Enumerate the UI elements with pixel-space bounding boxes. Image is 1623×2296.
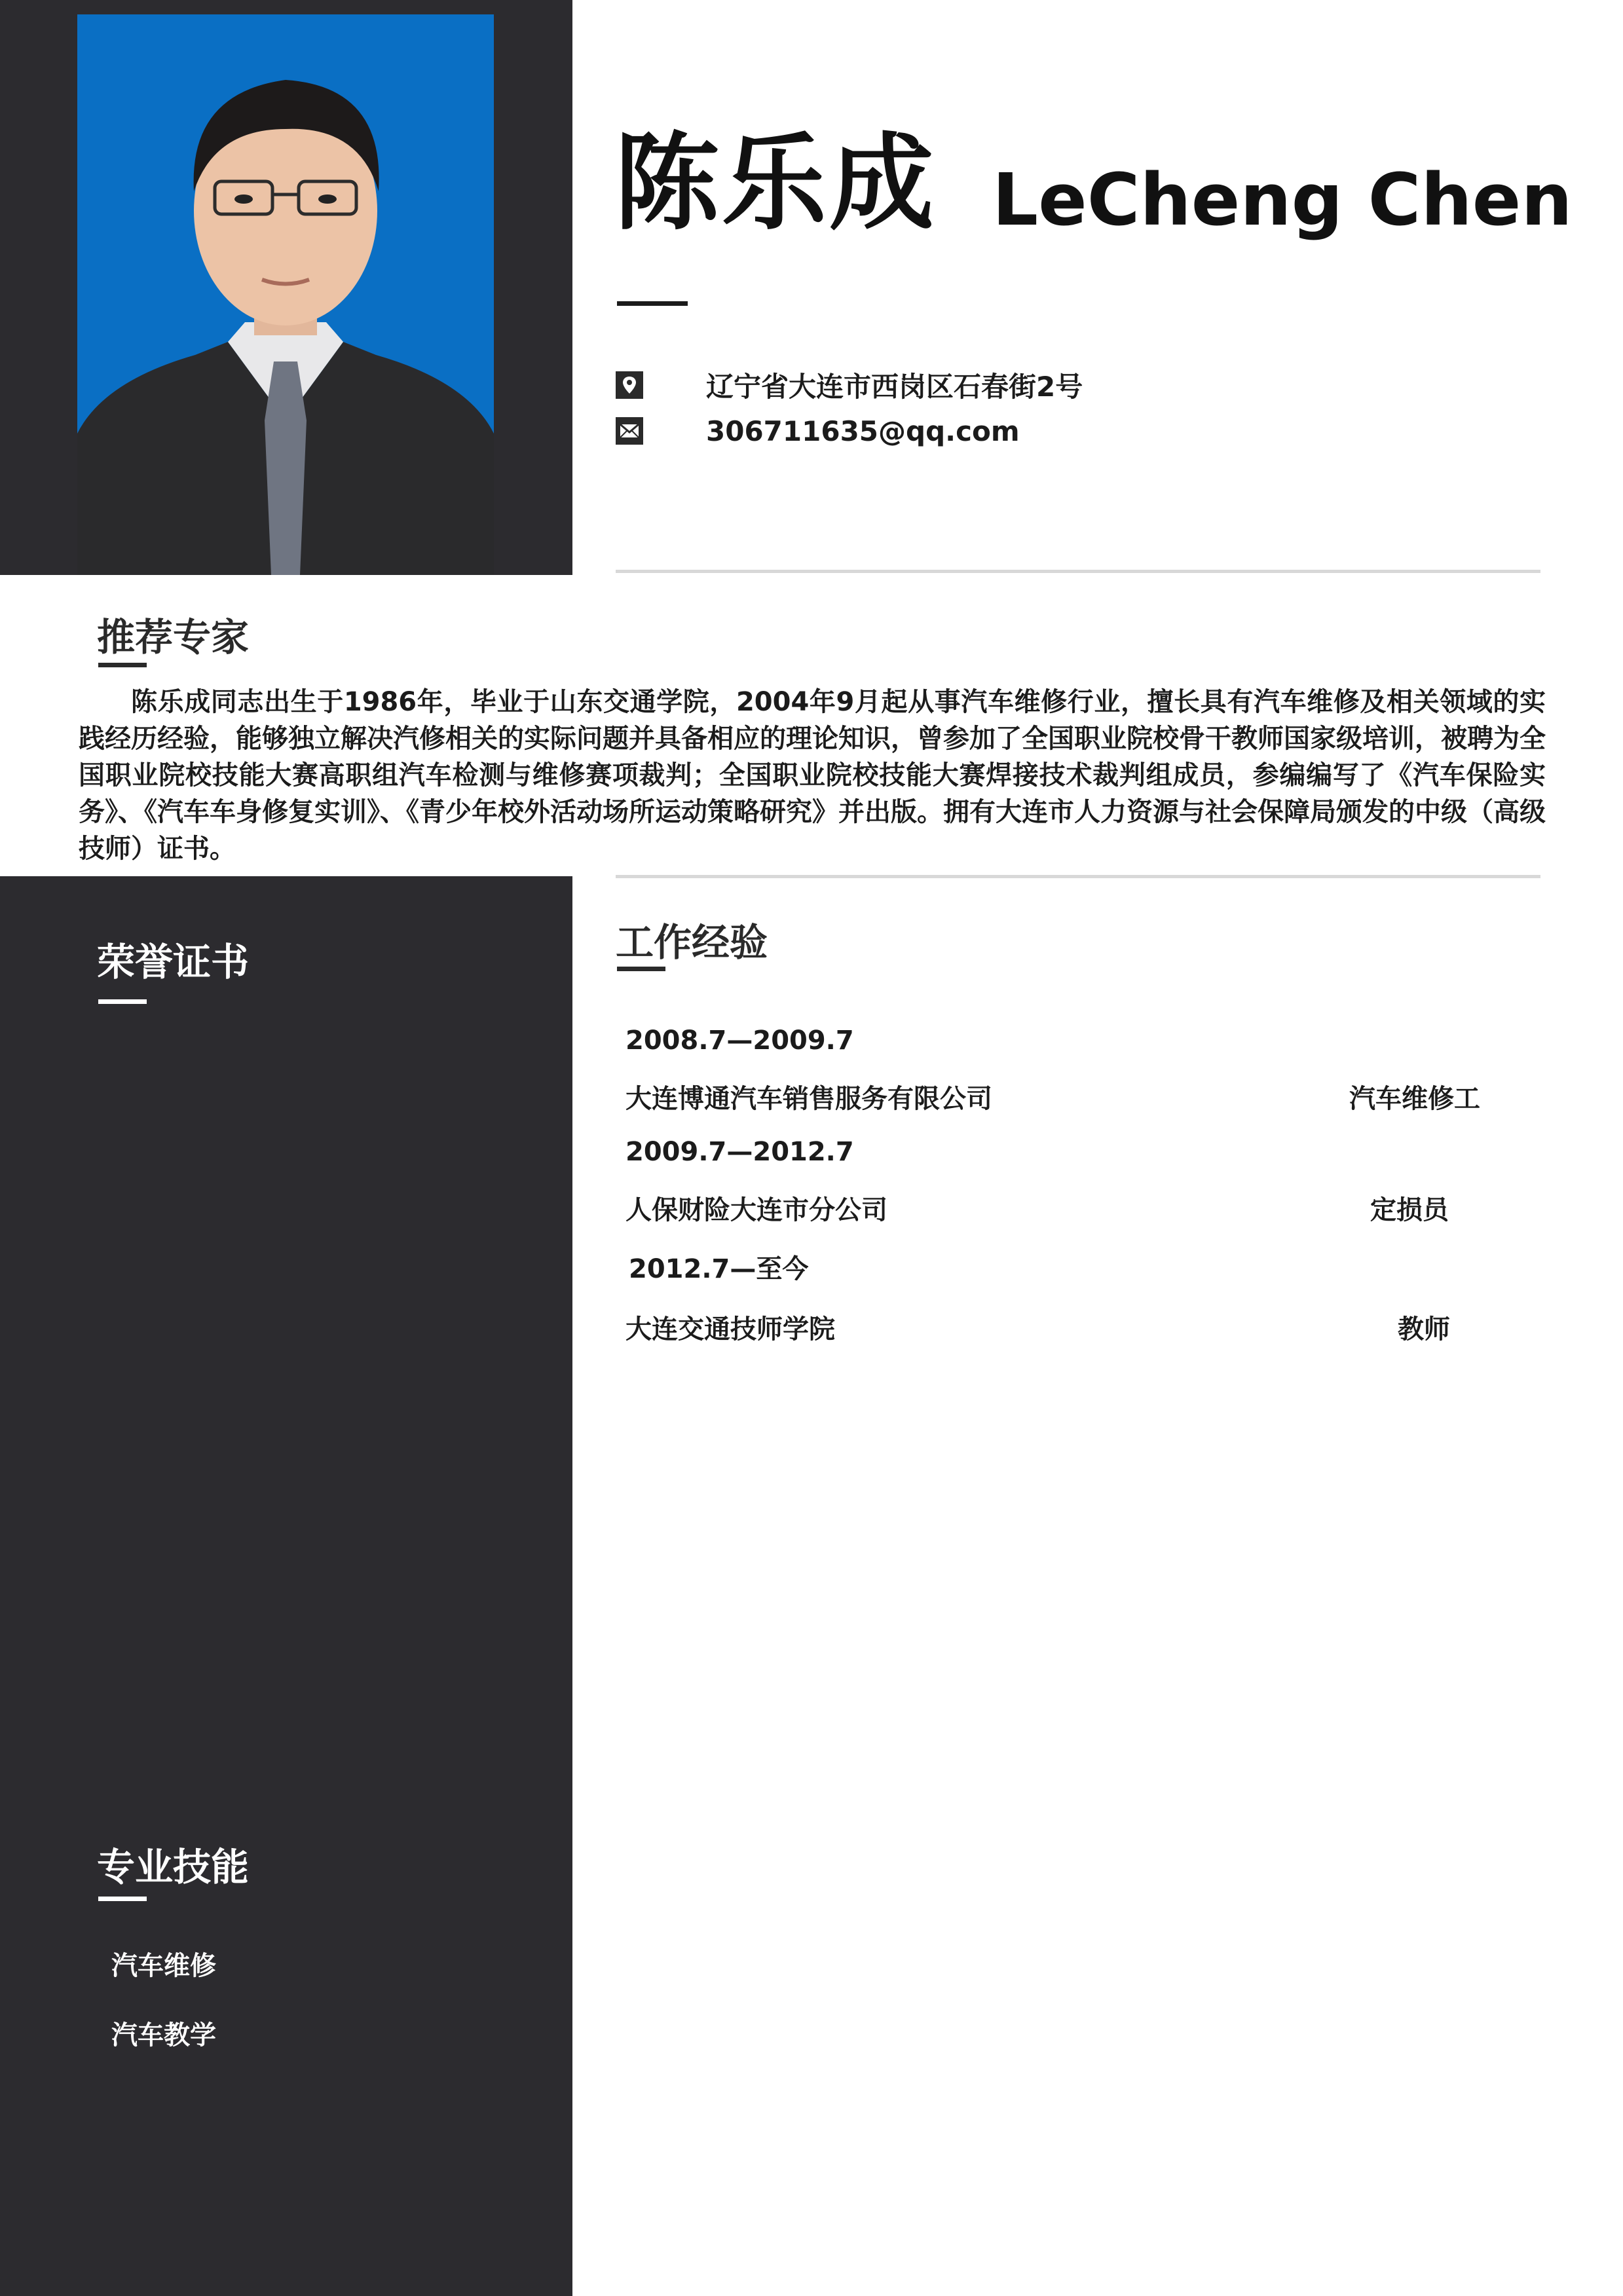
name-underline: [617, 301, 688, 306]
sidebar-bottom: [0, 876, 572, 2296]
work-role: 定损员: [1370, 1195, 1449, 1225]
name-chinese: 陈乐成: [614, 122, 937, 244]
skills-title: 专业技能: [97, 1845, 250, 1889]
skill-item: 汽车维修: [111, 1951, 216, 1981]
address-text: 辽宁省大连市西岗区石春街2号: [706, 371, 1083, 403]
work-company: 人保财险大连市分公司: [625, 1195, 887, 1225]
work-company: 大连交通技师学院: [625, 1314, 835, 1344]
recommend-text: 陈乐成同志出生于1986年，毕业于山东交通学院，2004年9月起从事汽车维修行业，擅长具有汽车维修及相关领域的实践经历经验，能够独立解决汽修相关的实际问题并具备相应的理论知识，曾参加了全国职业院校骨干教师国家级培训，被聘为全国职业院校技能大赛高职组汽车检测与维修赛项裁判；全国职业院校技能大赛焊接技术裁判组成员，参编编写了《汽车保险实务》、《汽车车身修复实训》、《青少年校外活动场所运动策略研究》并出版。拥有大连市人力资源与社会保障局颁发的中级（高级技师）证书。: [79, 687, 1546, 864]
skill-item: 汽车教学: [111, 2020, 216, 2050]
divider-middle: [616, 875, 1540, 878]
email-text[interactable]: 306711635@qq.com: [706, 415, 1020, 447]
recommend-underline: [98, 663, 147, 667]
work-date: 2008.7—2009.7: [625, 1026, 854, 1056]
honors-underline: [98, 999, 147, 1004]
work-date: 2012.7—至今: [629, 1254, 809, 1284]
contact-email: [616, 411, 1020, 451]
envelope-icon: [616, 417, 643, 445]
recommend-title: 推荐专家: [97, 615, 250, 659]
divider-top: [616, 570, 1540, 573]
honors-title: 荣誉证书: [97, 940, 250, 984]
location-pin-icon: [616, 371, 643, 399]
profile-photo: [77, 14, 494, 575]
work-underline: [617, 967, 665, 971]
skills-underline: [98, 1897, 147, 1901]
work-title: 工作经验: [616, 920, 768, 965]
contact-address: [616, 365, 1083, 405]
work-role: 汽车维修工: [1349, 1084, 1480, 1114]
work-date: 2009.7—2012.7: [625, 1137, 854, 1167]
work-company: 大连博通汽车销售服务有限公司: [625, 1084, 992, 1114]
work-role: 教师: [1398, 1314, 1450, 1344]
name-english: LeCheng Chen: [992, 158, 1573, 242]
